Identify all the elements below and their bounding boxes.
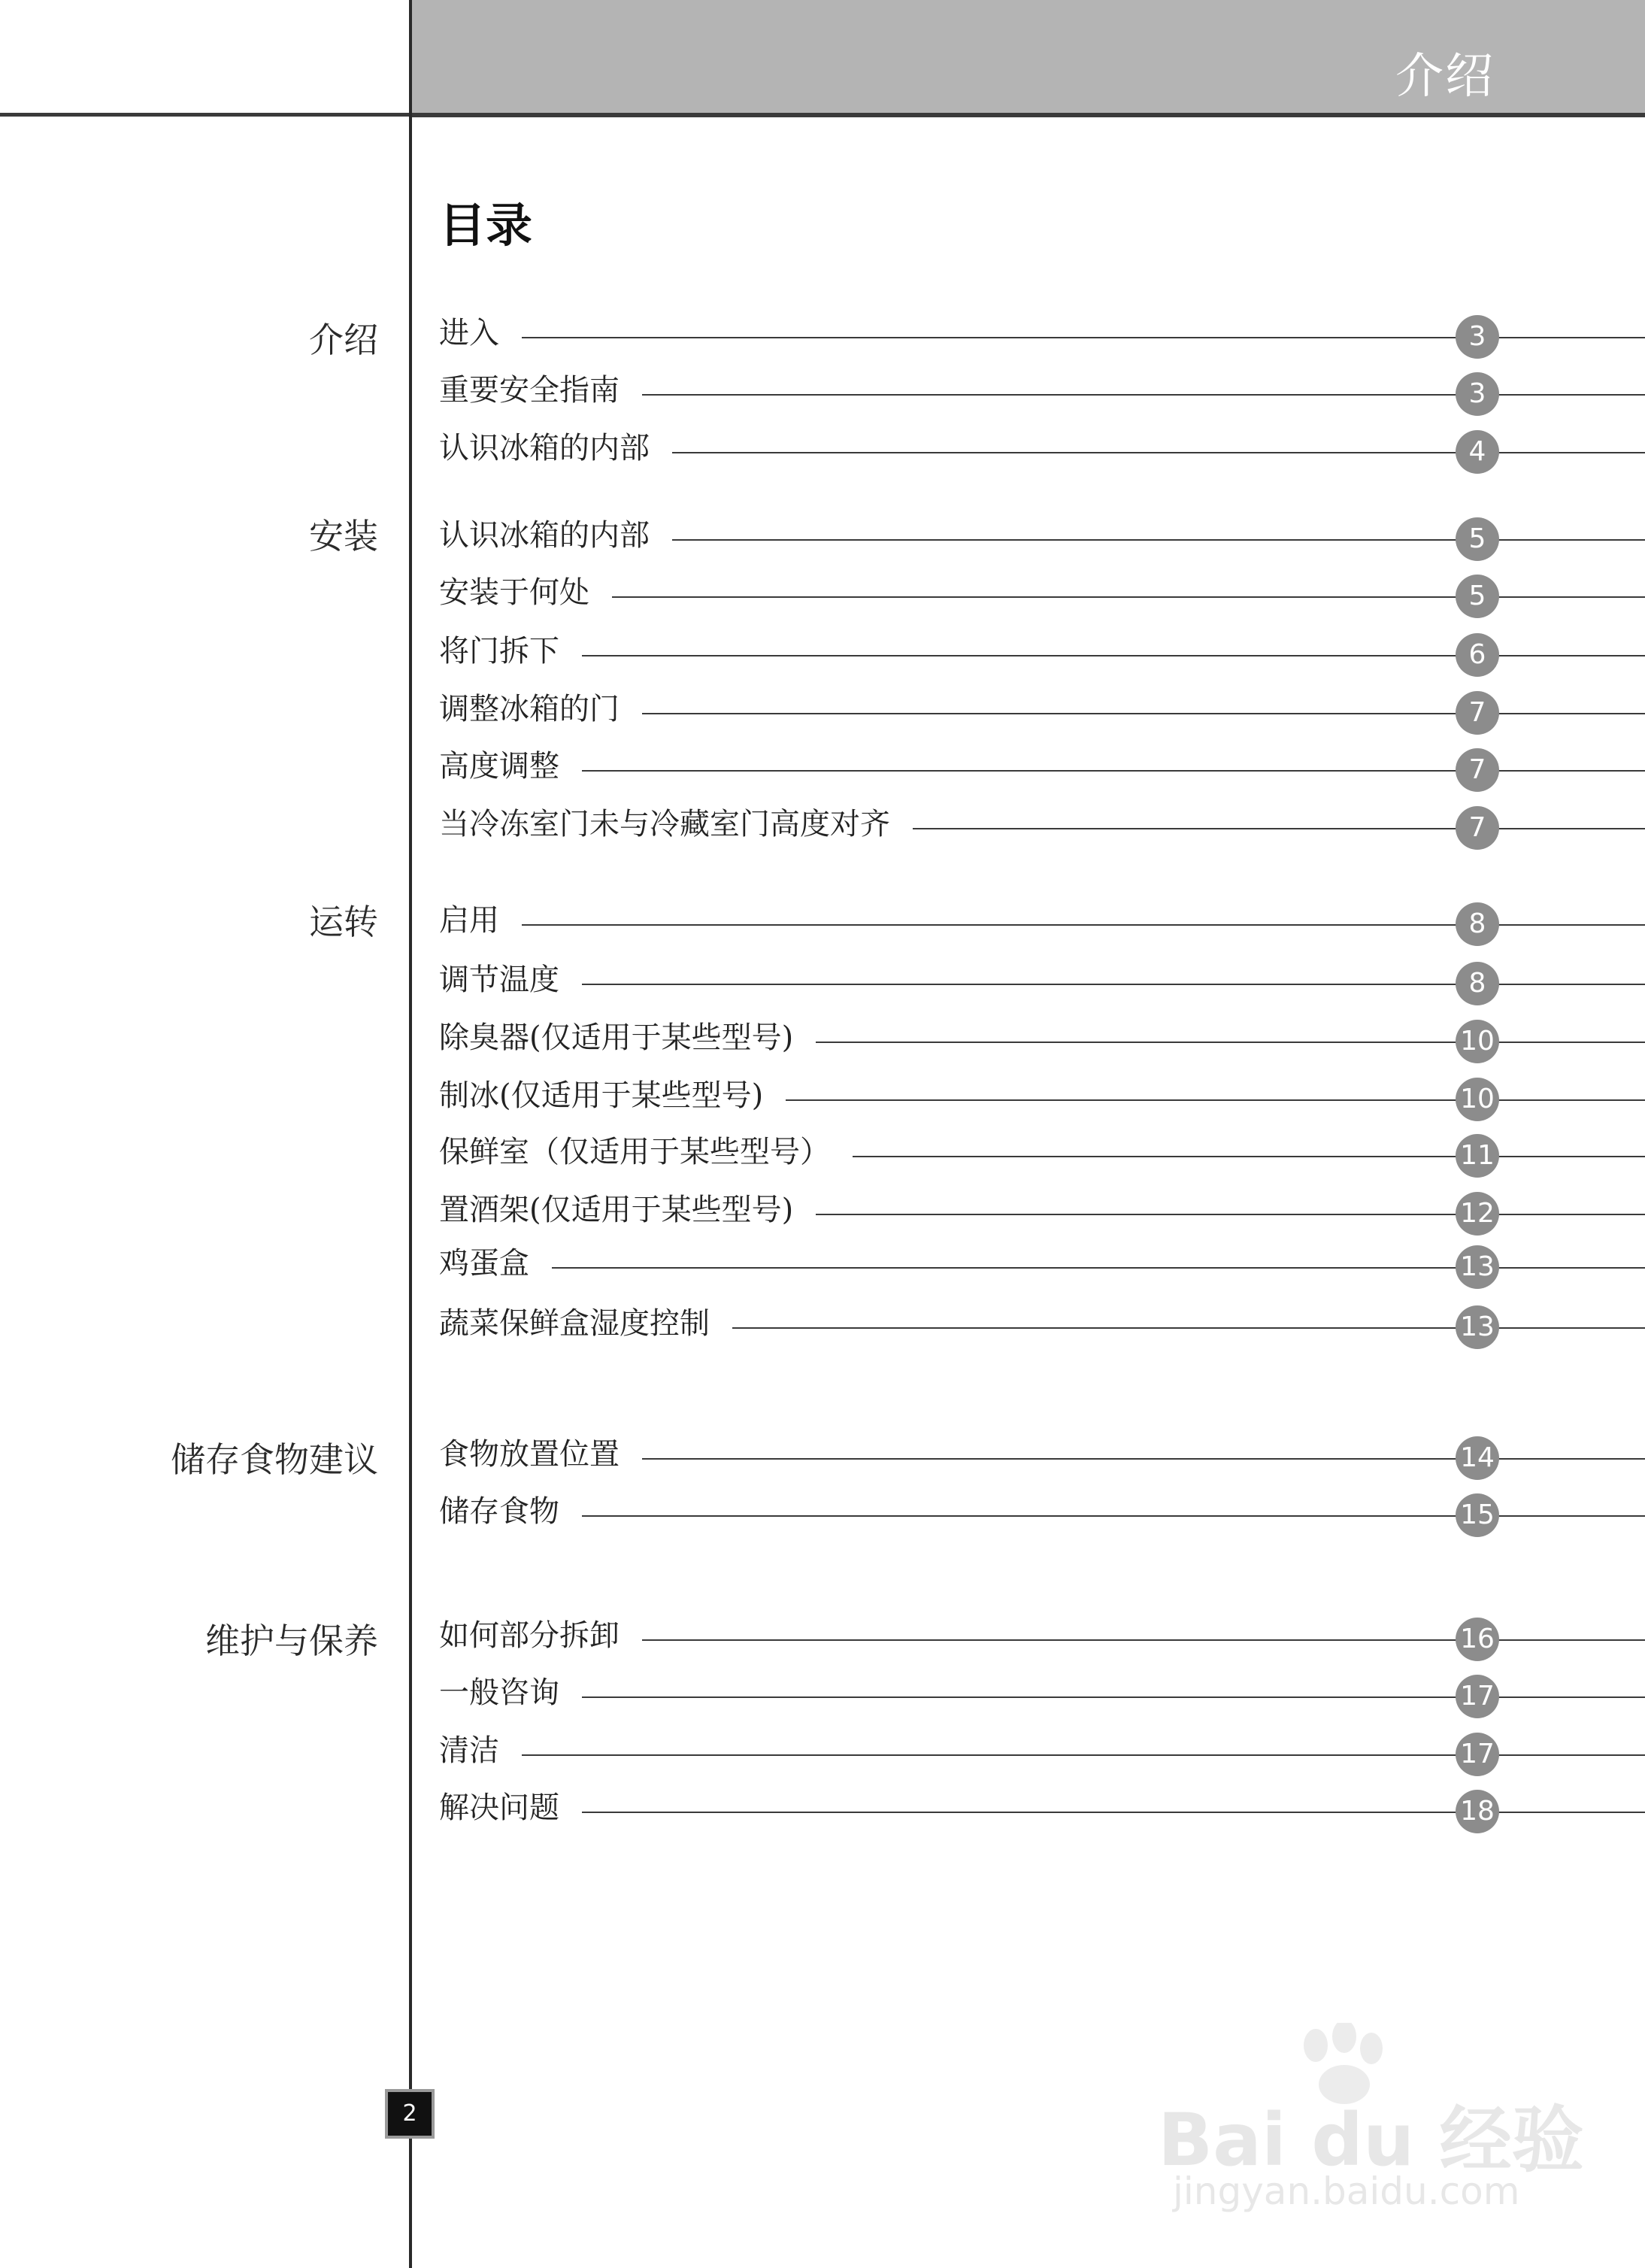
toc-page-badge: 17: [1456, 1675, 1499, 1718]
toc-page-badge: 7: [1456, 806, 1499, 850]
toc-entry[interactable]: [439, 902, 1645, 947]
toc-entry-title: 进入: [439, 314, 522, 352]
watermark-url: jingyan.baidu.com: [1173, 2169, 1520, 2213]
toc-page-badge: 13: [1456, 1245, 1499, 1289]
toc-entry-title: 一般咨询: [439, 1674, 582, 1712]
toc-entry[interactable]: [439, 1493, 1645, 1538]
toc-entry-title: 当冷冻室门未与冷藏室门高度对齐: [439, 805, 913, 843]
toc-page-badge: 4: [1456, 430, 1499, 474]
toc-entry[interactable]: [439, 517, 1645, 562]
toc-entry[interactable]: [439, 632, 1645, 678]
toc-page-badge: 15: [1456, 1493, 1499, 1537]
toc-entry-title: 安装于何处: [439, 574, 612, 611]
page-number: 2: [385, 2089, 435, 2139]
toc-entry[interactable]: [439, 1245, 1645, 1290]
baidu-watermark: [1158, 2023, 1584, 2213]
section-label: 介绍: [309, 320, 378, 360]
toc-entry[interactable]: [439, 1674, 1645, 1719]
toc-entry[interactable]: [439, 371, 1645, 417]
toc-entry-title: 调整冰箱的门: [439, 690, 642, 728]
toc-entry-title: 重要安全指南: [439, 371, 642, 409]
toc-page-badge: 7: [1456, 691, 1499, 735]
toc-entry-title: 启用: [439, 902, 522, 939]
toc-page-badge: 6: [1456, 633, 1499, 677]
toc-entry[interactable]: [439, 1133, 1645, 1178]
toc-entry[interactable]: [439, 805, 1645, 850]
toc-entry[interactable]: [439, 314, 1645, 359]
toc-entry-title: 蔬菜保鲜盒湿度控制: [439, 1305, 732, 1342]
page-spine-line: [409, 0, 412, 2268]
toc-page-badge: 3: [1456, 315, 1499, 359]
toc-page-badge: 17: [1456, 1733, 1499, 1776]
toc-entry[interactable]: [439, 1019, 1645, 1064]
toc-entry[interactable]: [439, 1617, 1645, 1662]
toc-page-badge: 5: [1456, 575, 1499, 618]
toc-page-badge: 14: [1456, 1436, 1499, 1480]
toc-entry-title: 食物放置位置: [439, 1436, 642, 1473]
toc-page-badge: 16: [1456, 1618, 1499, 1661]
toc-page-badge: 13: [1456, 1305, 1499, 1349]
toc-entry[interactable]: [439, 1077, 1645, 1122]
toc-page-badge: 10: [1456, 1020, 1499, 1063]
header-rule: [0, 113, 412, 117]
toc-page-badge: 3: [1456, 372, 1499, 416]
toc-entry[interactable]: [439, 574, 1645, 619]
toc-page-badge: 5: [1456, 517, 1499, 561]
toc-page-badge: 7: [1456, 748, 1499, 792]
toc-page-badge: 8: [1456, 902, 1499, 946]
toc-entry-title: 如何部分拆卸: [439, 1617, 642, 1654]
toc-entry[interactable]: [439, 429, 1645, 475]
section-label: 运转: [309, 902, 378, 942]
toc-entry-title: 认识冰箱的内部: [439, 517, 672, 554]
section-label: 安装: [309, 516, 378, 556]
toc-entry-title: 置酒架(仅适用于某些型号): [439, 1191, 816, 1229]
toc-page-badge: 18: [1456, 1790, 1499, 1833]
toc-entry-title: 保鲜室（仅适用于某些型号）: [439, 1133, 853, 1171]
header-title: 介绍: [1395, 49, 1495, 105]
toc-entry-title: 除臭器(仅适用于某些型号): [439, 1019, 816, 1057]
toc-entry[interactable]: [439, 1305, 1645, 1350]
toc-entry-title: 储存食物: [439, 1493, 582, 1530]
toc-entry[interactable]: [439, 690, 1645, 735]
toc-entry-title: 将门拆下: [439, 632, 582, 670]
watermark-brand: Bai du 经验: [1158, 2098, 1584, 2182]
toc-page-badge: 12: [1456, 1192, 1499, 1236]
toc-entry-title: 制冰(仅适用于某些型号): [439, 1077, 786, 1114]
toc-page-badge: 10: [1456, 1078, 1499, 1121]
toc-entry[interactable]: [439, 1436, 1645, 1481]
section-label: 维护与保养: [205, 1621, 378, 1661]
toc-entry[interactable]: [439, 1732, 1645, 1777]
toc-entry[interactable]: [439, 1191, 1645, 1236]
toc-entry[interactable]: [439, 1789, 1645, 1834]
toc-entry-title: 清洁: [439, 1732, 522, 1769]
header-band: [410, 0, 1645, 117]
toc-entry-title: 高度调整: [439, 747, 582, 785]
toc-page-badge: 11: [1456, 1134, 1499, 1178]
toc-entry-title: 认识冰箱的内部: [439, 429, 672, 467]
toc-entry-title: 解决问题: [439, 1789, 582, 1827]
toc-title: 目录: [439, 198, 533, 253]
toc-entry[interactable]: [439, 961, 1645, 1006]
toc-page-badge: 8: [1456, 962, 1499, 1005]
toc-entry-title: 调节温度: [439, 961, 582, 999]
toc-entry-title: 鸡蛋盒: [439, 1245, 552, 1282]
section-label: 储存食物建议: [171, 1439, 378, 1480]
toc-entry[interactable]: [439, 747, 1645, 793]
